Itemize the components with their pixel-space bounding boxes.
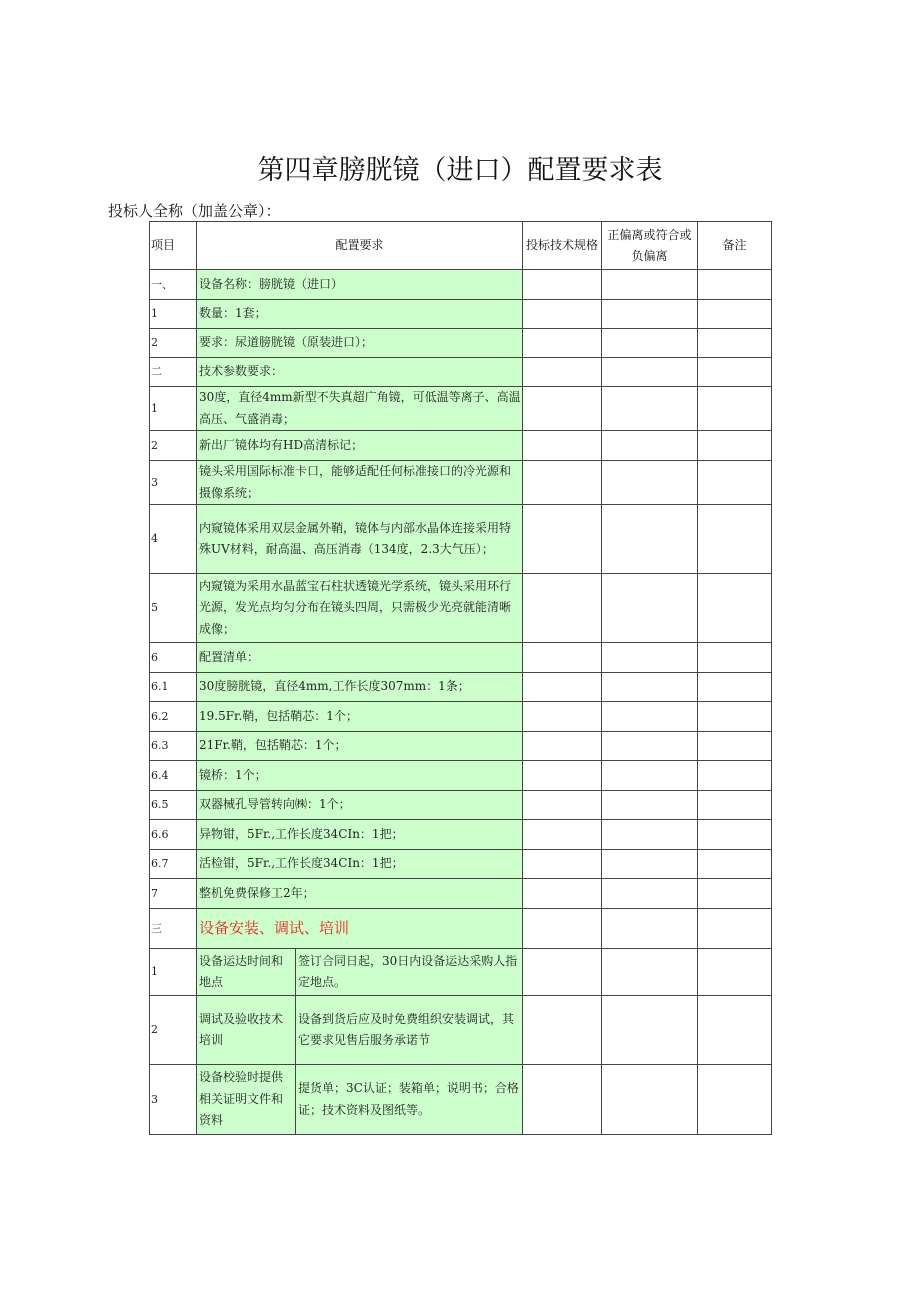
spec-cell	[523, 431, 602, 461]
table-row	[150, 358, 772, 387]
table-row	[150, 431, 772, 461]
remark-cell	[698, 461, 772, 505]
deviation-cell	[602, 879, 698, 909]
deviation-cell	[602, 702, 698, 732]
row-number: 5	[150, 574, 197, 643]
table-row	[150, 761, 772, 791]
table-row	[150, 329, 772, 358]
row-requirement: 30度膀胱镜，直径4mm,工作长度307mm：1条；	[197, 673, 523, 702]
remark-cell	[698, 791, 772, 820]
deviation-cell	[602, 574, 698, 643]
deviation-cell	[602, 461, 698, 505]
row-label: 设备校验时提供相关证明文件和资料	[197, 1065, 296, 1135]
row-number: 6.6	[150, 820, 197, 850]
table-row	[150, 1065, 772, 1135]
row-number: 6.5	[150, 791, 197, 820]
deviation-cell	[602, 909, 698, 949]
deviation-cell	[602, 387, 698, 431]
row-number: 3	[150, 461, 197, 505]
remark-cell	[698, 949, 772, 996]
row-requirement: 30度，直径4mm新型不失真超广角镜，可低温等离子、高温高压、气盛消毒；	[197, 387, 523, 431]
spec-cell	[523, 1065, 602, 1135]
row-number: 2	[150, 431, 197, 461]
config-table	[149, 221, 772, 1135]
spec-cell	[523, 387, 602, 431]
spec-cell	[523, 996, 602, 1065]
spec-cell	[523, 909, 602, 949]
remark-cell	[698, 996, 772, 1065]
spec-cell	[523, 702, 602, 732]
row-number: 6.4	[150, 761, 197, 791]
header-deviation: 正偏离或符合或负偏离	[602, 222, 698, 270]
deviation-cell	[602, 949, 698, 996]
section-title: 设备安装、调试、培训	[197, 909, 523, 949]
row-requirement: 配置清单：	[197, 643, 523, 673]
deviation-cell	[602, 329, 698, 358]
row-number: 3	[150, 1065, 197, 1135]
spec-cell	[523, 358, 602, 387]
page-title: 第四章膀胱镜（进口）配置要求表	[257, 155, 663, 186]
remark-cell	[698, 270, 772, 300]
table-row	[150, 820, 772, 850]
row-number: 6.1	[150, 673, 197, 702]
header-remark: 备注	[698, 222, 772, 270]
row-requirement: 新出厂镜体均有HD高清标记；	[197, 431, 523, 461]
deviation-cell	[602, 505, 698, 574]
row-label: 设备运达时间和地点	[197, 949, 296, 996]
table-row	[150, 702, 772, 732]
remark-cell	[698, 732, 772, 761]
deviation-cell	[602, 643, 698, 673]
row-number: 6.7	[150, 850, 197, 879]
remark-cell	[698, 879, 772, 909]
row-requirement: 提货单；3C认证；装箱单；说明书；合格证；技术资料及图纸等。	[296, 1065, 523, 1135]
row-label: 调试及验收技术培训	[197, 996, 296, 1065]
row-requirement: 镜桥：1个；	[197, 761, 523, 791]
remark-cell	[698, 574, 772, 643]
table-row	[150, 949, 772, 996]
spec-cell	[523, 673, 602, 702]
remark-cell	[698, 329, 772, 358]
row-requirement: 设备名称：膀胱镜（进口）	[197, 270, 523, 300]
spec-cell	[523, 820, 602, 850]
table-row	[150, 643, 772, 673]
row-requirement: 签订合同日起，30日内设备运达采购人指定地点。	[296, 949, 523, 996]
deviation-cell	[602, 850, 698, 879]
deviation-cell	[602, 300, 698, 329]
spec-cell	[523, 505, 602, 574]
spec-cell	[523, 643, 602, 673]
remark-cell	[698, 643, 772, 673]
row-number: 2	[150, 996, 197, 1065]
remark-cell	[698, 387, 772, 431]
table-row	[150, 574, 772, 643]
row-number: 6	[150, 643, 197, 673]
row-number: 6.2	[150, 702, 197, 732]
remark-cell	[698, 761, 772, 791]
remark-cell	[698, 909, 772, 949]
table-row	[150, 505, 772, 574]
spec-cell	[523, 329, 602, 358]
row-number: 4	[150, 505, 197, 574]
spec-cell	[523, 461, 602, 505]
spec-cell	[523, 949, 602, 996]
remark-cell	[698, 431, 772, 461]
row-requirement: 21Fr.鞘，包括鞘芯：1个；	[197, 732, 523, 761]
spec-cell	[523, 270, 602, 300]
section-number: 三	[150, 909, 197, 949]
deviation-cell	[602, 358, 698, 387]
row-requirement: 技术参数要求：	[197, 358, 523, 387]
row-number: 7	[150, 879, 197, 909]
remark-cell	[698, 702, 772, 732]
deviation-cell	[602, 431, 698, 461]
row-requirement: 设备到货后应及时免费组织安装调试，其它要求见售后服务承诺节	[296, 996, 523, 1065]
deviation-cell	[602, 270, 698, 300]
row-number: 1	[150, 949, 197, 996]
spec-cell	[523, 300, 602, 329]
row-requirement: 整机免费保修工2年；	[197, 879, 523, 909]
header-item: 项目	[150, 222, 197, 270]
table-row	[150, 879, 772, 909]
remark-cell	[698, 505, 772, 574]
deviation-cell	[602, 996, 698, 1065]
row-number: 二	[150, 358, 197, 387]
spec-cell	[523, 791, 602, 820]
deviation-cell	[602, 791, 698, 820]
row-requirement: 数量：1套；	[197, 300, 523, 329]
deviation-cell	[602, 820, 698, 850]
remark-cell	[698, 300, 772, 329]
remark-cell	[698, 850, 772, 879]
row-number: 1	[150, 387, 197, 431]
row-requirement: 19.5Fr.鞘，包括鞘芯：1个；	[197, 702, 523, 732]
spec-cell	[523, 761, 602, 791]
row-requirement: 内窥镜体采用双层金属外鞘，镜体与内部水晶体连接采用特殊UV材料，耐高温、高压消毒（134度，2.3大气压）；	[197, 505, 523, 574]
table-row	[150, 461, 772, 505]
spec-cell	[523, 879, 602, 909]
row-requirement: 镜头采用国际标准卡口，能够适配任何标准接口的冷光源和摄像系统；	[197, 461, 523, 505]
row-requirement: 活检钳，5Fr.,工作长度34CIn：1把；	[197, 850, 523, 879]
spec-cell	[523, 732, 602, 761]
bidder-label: 投标人全称（加盖公章）：	[108, 202, 281, 220]
deviation-cell	[602, 1065, 698, 1135]
deviation-cell	[602, 732, 698, 761]
deviation-cell	[602, 673, 698, 702]
section-row	[150, 909, 772, 949]
table-row	[150, 732, 772, 761]
row-number: 6.3	[150, 732, 197, 761]
row-number: 2	[150, 329, 197, 358]
remark-cell	[698, 1065, 772, 1135]
table-row	[150, 387, 772, 431]
table-row	[150, 996, 772, 1065]
spec-cell	[523, 850, 602, 879]
header-spec: 投标技术规格	[523, 222, 602, 270]
row-requirement: 要求：尿道膀胱镜（原装进口）；	[197, 329, 523, 358]
row-requirement: 内窥镜为采用水晶蓝宝石柱状透镜光学系统，镜头采用环行光源，发光点均匀分布在镜头四周，只需极少光亮就能清晰成像；	[197, 574, 523, 643]
table-row	[150, 270, 772, 300]
row-number: 一、	[150, 270, 197, 300]
table-row	[150, 300, 772, 329]
row-number: 1	[150, 300, 197, 329]
spec-cell	[523, 574, 602, 643]
remark-cell	[698, 358, 772, 387]
deviation-cell	[602, 761, 698, 791]
row-requirement: 双器械孔导管转向㈱：1个；	[197, 791, 523, 820]
table-row	[150, 850, 772, 879]
table-row	[150, 673, 772, 702]
table-row	[150, 791, 772, 820]
header-config: 配置要求	[197, 222, 523, 270]
remark-cell	[698, 673, 772, 702]
remark-cell	[698, 820, 772, 850]
header-row	[150, 222, 772, 270]
row-requirement: 异物钳，5Fr.,工作长度34CIn：1把；	[197, 820, 523, 850]
